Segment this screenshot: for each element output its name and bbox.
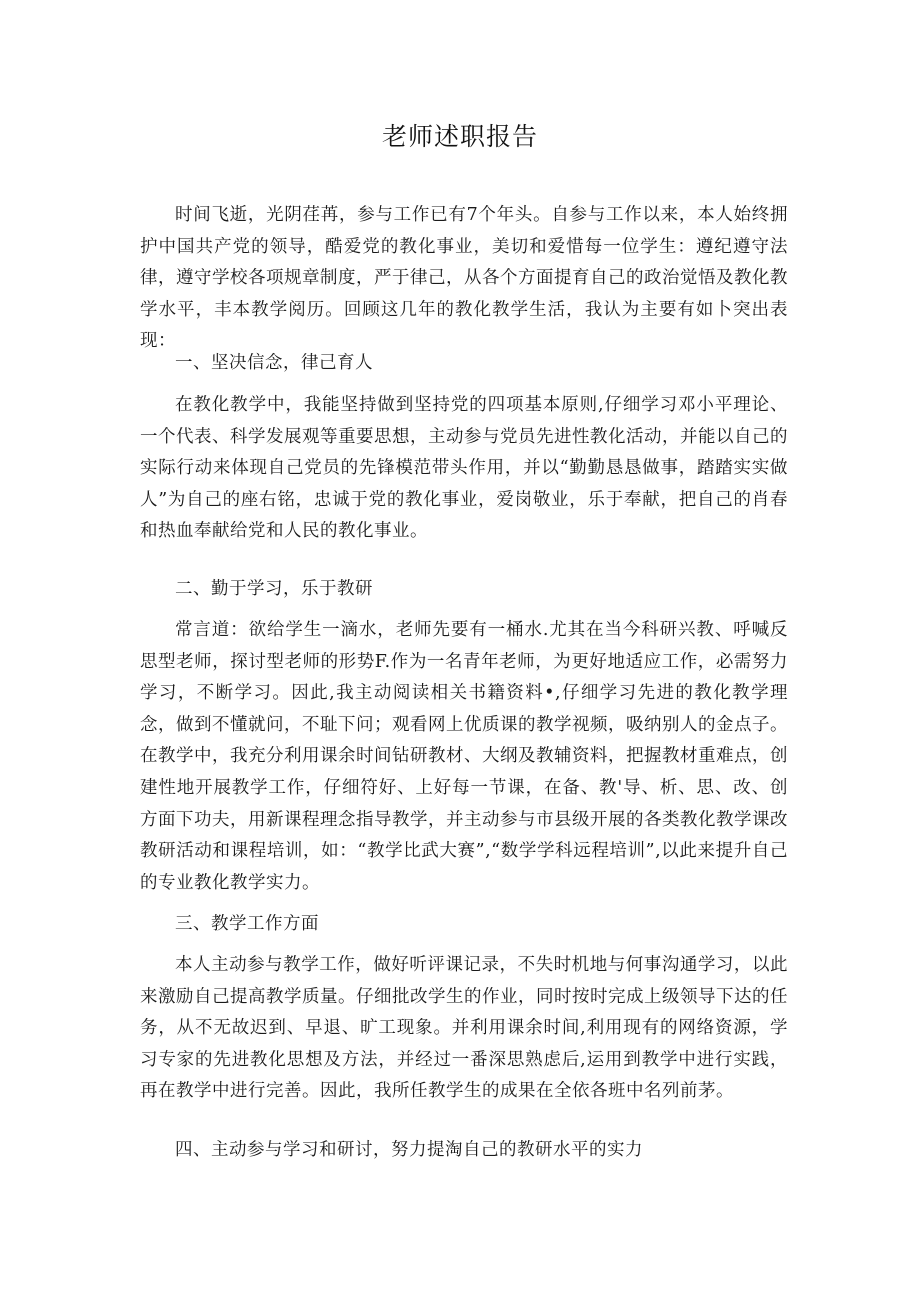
- section-heading-1: 一、坚决信念，律己育人: [175, 353, 373, 373]
- section-body-3: 本人主动参与教学工作，做好听评课记录，不失时机地与何事沟通学习，以此来激励自己提高教学质量。仔细批改学生的作业，同时按时完成上级领导下达的任务，从不无故迟到、早退、旷工现象。并利用课余时间,利用现有的网络资源，学习专家的先进教化思想及方法，并经过一番深思熟虑后,运用到教学中进行实践，再在教学中进行完善。因此，我所任教学生的成果在全依各班中名列前茅。: [140, 955, 788, 1102]
- section-body-2: 常言道：欲给学生一滴水，老师先要有一桶水.尤其在当今科研兴教、呼喊反思型老师，探讨型老师的形势F.作为一名青年老师，为更好地适应工作，必需努力学习，不断学习。因此,我主动阅读相关书籍资料•,仔细学习先进的教化教学理念，做到不懂就问，不耻下问；观看网上优质课的教学视频，吸纳别人的金点子。在教学中，我充分利用课余时间钻研教材、大纲及教辅资料，把握教材重难点，创建性地开展教学工作，仔细符好、上好每一节课，在备、教'导、析、思、改、创方面下功夫，用新课程理念指导教学，并主动参与市县级开展的各类教化教学课改教研活动和课程培训，如：“教学比武大赛”,“数学学科远程培训”,以此来提升自己的专业教化教学实力。: [140, 620, 788, 893]
- document-title: 老师述职报告: [381, 122, 538, 151]
- section-heading-2: 二、勤于学习，乐于教研: [175, 579, 373, 599]
- section-body-1: 在教化教学中，我能坚持做到坚持党的四项基本原则,仔细学习邓小平理论、一个代表、科学发展观等重要思想，主动参与党员先进性教化活动，并能以自己的实际行动来体现自己党员的先锋模范带头作用，并以“勤勤恳恳做事，踏踏实实做人”为自己的座右铭，忠诚于党的教化事业，爱岗敬业，乐于奉献，把自己的肖春和热血奉献给党和人民的教化事业。: [140, 395, 788, 542]
- intro-paragraph: 时间飞逝，光阴荏苒，参与工作已有7个年头。自参与工作以来，本人始终拥护中国共产党的领导，酷爱党的教化事业，美切和爱惜每一位学生：遵纪遵守法律，遵守学校各项规章制度，严于律己，从各个方面提育自己的政治觉悟及教化教学水平，丰本教学阅历。回顾这几年的教化教学生活，我认为主要有如卜突出表现：: [140, 205, 788, 352]
- section-heading-3: 三、教学工作方面: [175, 914, 319, 934]
- section-heading-4: 四、主动参与学习和研讨，努力提淘自己的教研水平的实力: [175, 1140, 643, 1160]
